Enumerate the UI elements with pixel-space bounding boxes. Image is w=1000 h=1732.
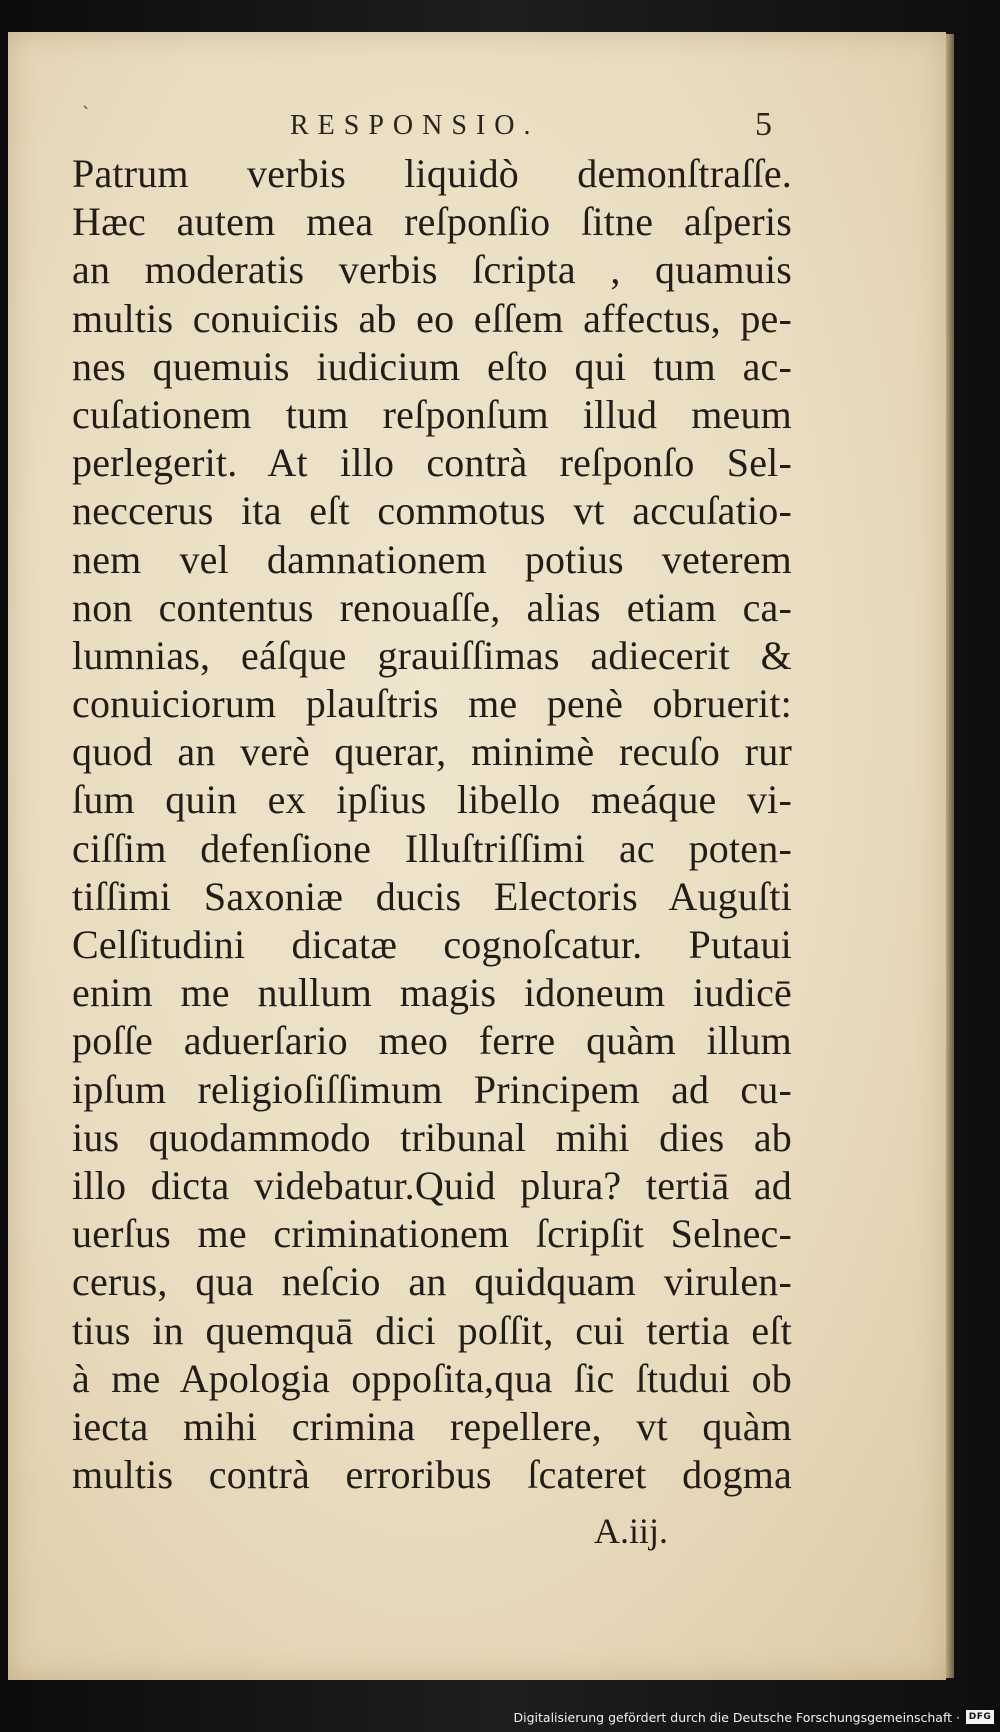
page-number: 5 (755, 106, 772, 143)
text-line: poſſe aduerſario meo ferre quàm illum (72, 1018, 792, 1064)
signature-mark: A.iij. (594, 1511, 669, 1551)
text-line: iecta mihi crimina repellere, vt quàm (72, 1403, 792, 1449)
text-line: Hæc autem mea reſponſio ſitne aſperis (72, 199, 792, 245)
page-edge (946, 34, 954, 1678)
text-line: cerus, qua neſcio an quidquam virulen- (72, 1259, 792, 1305)
text-line: tius in quemquā dici poſſit, cui tertia eſt (72, 1307, 792, 1353)
running-head (0, 104, 1000, 150)
running-title: RESPONSIO. (290, 110, 540, 141)
dfg-logo-icon: DFG (966, 1710, 994, 1724)
text-line: ius quodammodo tribunal mihi dies ab (72, 1114, 792, 1160)
digitization-footer (514, 1706, 995, 1728)
text-line: uerſus me criminationem ſcripſit Selnec- (72, 1211, 792, 1257)
text-line: nes quemuis iudicium eſto qui tum ac- (72, 343, 792, 389)
text-line: illo dicta videbatur.Quid plura? tertiā ad (72, 1162, 792, 1208)
text-line: multis conuiciis ab eo eſſem affectus, pe- (72, 295, 792, 341)
text-line: tiſſimi Saxoniæ ducis Electoris Auguſti (72, 873, 792, 919)
text-line: cuſationem tum reſponſum illud meum (72, 391, 792, 437)
text-line: enim me nullum magis idoneum iudicē (72, 970, 792, 1016)
text-line: nem vel damnationem potius veterem (72, 536, 792, 582)
text-line: neccerus ita eſt commotus vt accuſatio- (72, 488, 792, 534)
text-line: Patrum verbis liquidò demonſtraſſe. (72, 151, 792, 196)
text-line: ſum quin ex ipſius libello meáque vi- (72, 777, 792, 823)
text-line: non contentus renouaſſe, alias etiam ca- (72, 584, 792, 630)
text-line: ciſſim defenſione Illuſtriſſimi ac poten- (72, 825, 792, 871)
text-line: lumnias, eáſque grauiſſimas adiecerit & (72, 632, 792, 678)
text-line: an moderatis verbis ſcripta , quamuis (72, 247, 792, 293)
text-line: multis contrà erroribus ſcateret dogma (72, 1452, 792, 1498)
text-line: Celſitudini dicatæ cognoſcatur. Putaui (72, 922, 792, 967)
text-line: ipſum religioſiſſimum Principem ad cu- (72, 1066, 792, 1112)
text-line: à me Apologia oppoſita,qua ſic ſtudui ob (72, 1355, 792, 1401)
text-line: perlegerit. At illo contrà reſponſo Sel- (72, 440, 792, 486)
head-mark: ` (82, 104, 91, 125)
text-line: quod an verè querar, minimè recuſo rur (72, 729, 792, 775)
body-text (72, 150, 792, 1499)
text-line: conuiciorum plauſtris me penè obruerit: (72, 681, 792, 727)
footer-text: Digitalisierung gefördert durch die Deutsche Forschungsgemeinschaft · (513, 1709, 960, 1725)
